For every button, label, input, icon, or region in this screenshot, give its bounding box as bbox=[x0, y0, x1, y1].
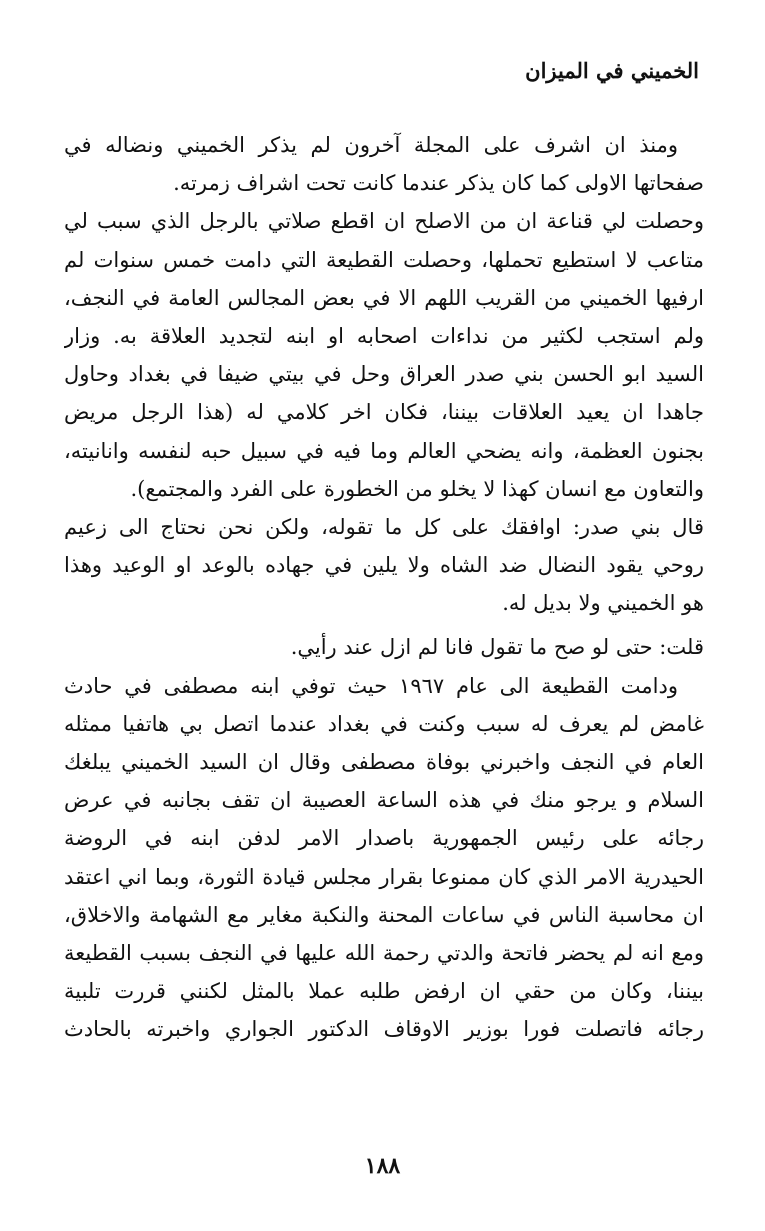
text-line: ارفيها الخميني من القريب اللهم الا في بعض المجالس العامة في النجف، bbox=[64, 285, 704, 310]
text-line: السيد ابو الحسن بني صدر العراق وحل في بيتي ضيفا في بغداد وحاول bbox=[64, 362, 704, 387]
text-line: العام في النجف واخبرني بوفاة مصطفى وقال ان السيد الخميني يبلغك bbox=[64, 750, 704, 774]
text-line: ودامت القطيعة الى عام ١٩٦٧ حيث توفي ابنه مصطفى في حادث bbox=[64, 673, 679, 698]
text-line: صفحاتها الاولى كما كان يذكر عندما كانت تحت اشراف زمرته. bbox=[173, 171, 704, 196]
text-line: ومنذ ان اشرف على المجلة آخرون لم يذكر الخميني ونضاله في bbox=[64, 133, 678, 157]
text-line: والتعاون مع انسان كهذا لا يخلو من الخطورة على الفرد والمجتمع). bbox=[130, 476, 704, 501]
text-line: جاهدا ان يعيد العلاقات بيننا، فكان اخر كلامي له (هذا الرجل مريض bbox=[64, 400, 704, 425]
text-line: قلت: حتى لو صح ما تقول فانا لم ازل عند رأيي. bbox=[290, 635, 704, 660]
running-header: الخميني في الميزان bbox=[525, 58, 699, 83]
paragraph-4 bbox=[64, 628, 704, 666]
body-text bbox=[64, 126, 704, 1049]
paragraph-1 bbox=[64, 126, 704, 202]
paragraph-2 bbox=[64, 202, 704, 508]
text-line: ولم استجب لكثير من نداءات اصحابه او ابنه لتجديد العلاقة به. وزار bbox=[64, 323, 704, 348]
text-line: السلام و يرجو منك في هذه الساعة العصيبة ان تقف بجانبه في عرض bbox=[64, 788, 704, 813]
text-line: قال بني صدر: اوافقك على كل ما تقوله، ولكن نحن نحتاج الى زعيم bbox=[64, 514, 704, 539]
text-line: الحيدرية الامر الذي كان ممنوعا بقرار مجلس قيادة الثورة، وبما اني اعتقد bbox=[64, 864, 704, 889]
text-line: متاعب لا استطيع تحملها، وحصلت القطيعة التي دامت خمس سنوات لم bbox=[64, 247, 704, 272]
paragraph-5 bbox=[64, 667, 704, 1049]
text-line: ان محاسبة الناس في ساعات المحنة والنكبة مغاير مع الشهامة والاخلاق، bbox=[64, 902, 704, 927]
paragraph-3 bbox=[64, 508, 704, 623]
text-line: بيننا، وكان من حقي ان ارفض طلبه عملا بالمثل لكنني قررت تلبية bbox=[64, 979, 704, 1004]
text-line: وحصلت لي قناعة ان من الاصلح ان اقطع صلاتي بالرجل الذي سبب لي bbox=[64, 209, 704, 234]
text-line: هو الخميني ولا بديل له. bbox=[502, 591, 704, 616]
text-line: بجنون العظمة، وانه يضحي العالم وما فيه في سبيل حبه لنفسه وانانيته، bbox=[64, 438, 704, 463]
text-line: غامض لم يعرف له سبب وكنت في بغداد عندما اتصل بي هاتفيا ممثله bbox=[64, 711, 704, 736]
text-line: رجائه على رئيس الجمهورية باصدار الامر لدفن ابنه في الروضة bbox=[64, 826, 704, 851]
text-line: روحي يقود النضال ضد الشاه ولا يلين في جهاده بالوعد او الوعيد وهذا bbox=[64, 553, 704, 578]
text-line: رجائه فاتصلت فورا بوزير الاوقاف الدكتور الجواري واخبرته بالحادث bbox=[64, 1017, 704, 1042]
text-line: ومع انه لم يحضر فاتحة والدتي رحمة الله عليها في النجف بسبب القطيعة bbox=[64, 940, 704, 965]
page-number: ١٨٨ bbox=[364, 1153, 401, 1179]
